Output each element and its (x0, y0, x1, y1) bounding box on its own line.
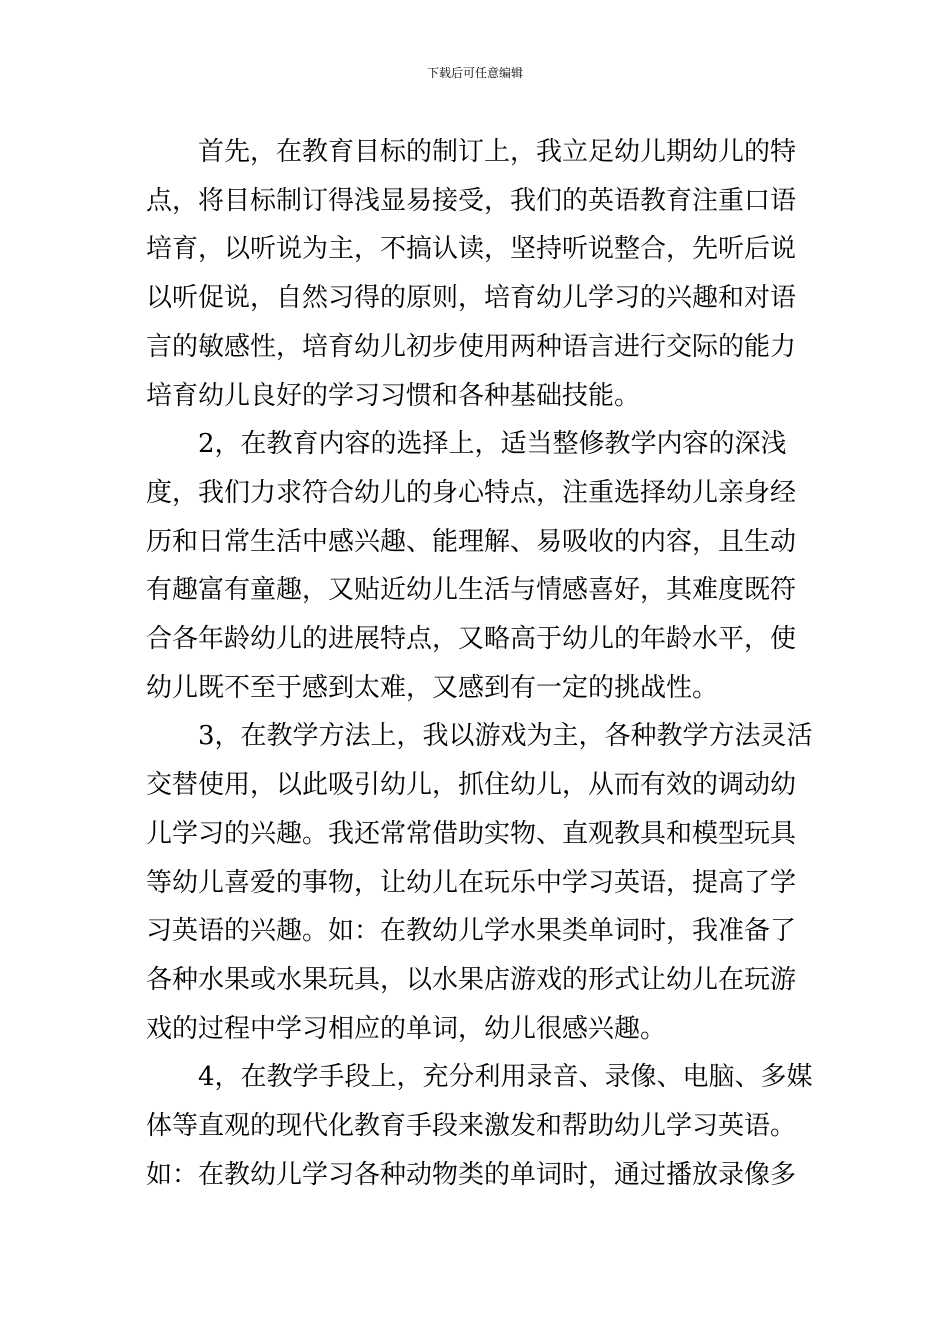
paragraph-content: 2，在教育内容的选择上，适当整修教学内容的深浅度，我们力求符合幼儿的身心特点，注重选择幼儿亲身经历和日常生活中感兴趣、能理解、易吸收的内容，且生动有趣富有童趣，又贴近幼儿生活与情感喜好，其难度既符合各年龄幼儿的进展特点，又略高于幼儿的年龄水平，使幼儿既不至于感到太难，又感到有一定的挑战性。 (146, 429, 797, 703)
paragraph-methods: 3，在教学方法上，我以游戏为主，各种教学方法灵活交替使用，以此吸引幼儿，抓住幼儿，从而有效的调动幼儿学习的兴趣。我还常常借助实物、直观教具和模型玩具等幼儿喜爱的事物，让幼儿在玩乐中学习英语，提高了学习英语的兴趣。如：在教幼儿学水果类单词时，我准备了各种水果或水果玩具，以水果店游戏的形式让幼儿在玩游戏的过程中学习相应的单词，幼儿很感兴趣。 (146, 721, 813, 1044)
page-header: 下载后可任意编辑 (426, 66, 523, 80)
paragraph-goals: 首先，在教育目标的制订上，我立足幼儿期幼儿的特点，将目标制订得浅显易接受，我们的英语教育注重口语培育，以听说为主，不搞认读，坚持听说整合，先听后说以听促说，自然习得的原则，培育幼儿学习的兴趣和对语言的敏感性，培育幼儿初步使用两种语言进行交际的能力培育幼儿良好的学习习惯和各种基础技能。 (146, 137, 797, 411)
document-body (146, 128, 816, 1199)
paragraph-means: 4，在教学手段上，充分利用录音、录像、电脑、多媒体等直观的现代化教育手段来激发和帮助幼儿学习英语。如：在教幼儿学习各种动物类的单词时，通过播放录像多 (146, 1062, 813, 1190)
